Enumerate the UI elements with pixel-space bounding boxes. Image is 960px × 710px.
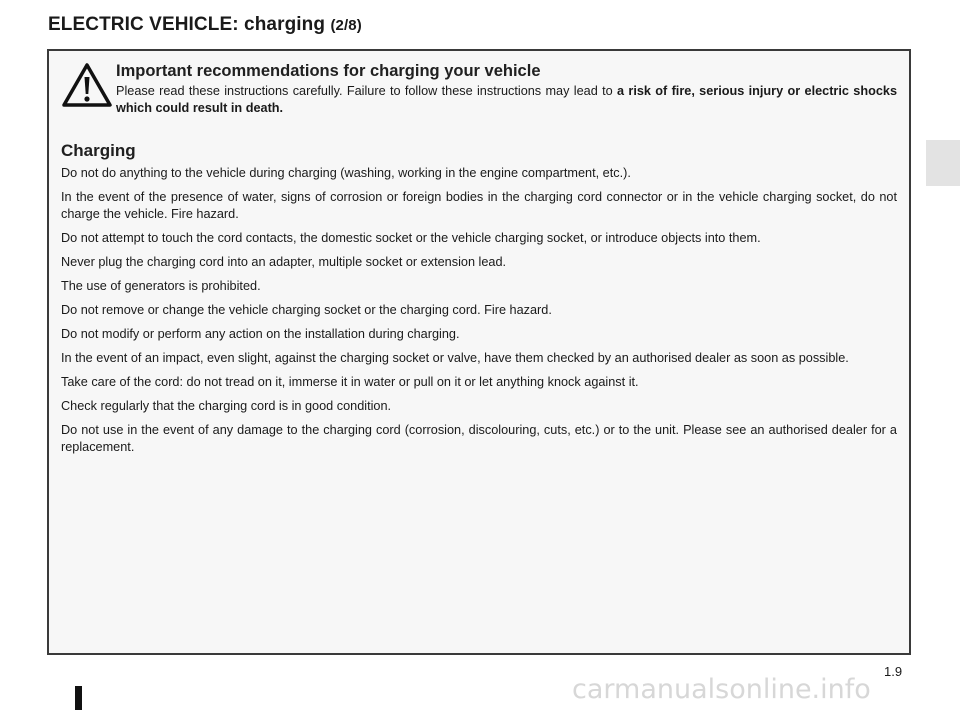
- page-title-text: ELECTRIC VEHICLE: charging: [48, 14, 326, 35]
- page-indicator: (2/8): [330, 17, 362, 34]
- section-heading-charging: Charging: [61, 141, 136, 160]
- paragraph: Do not use in the event of any damage to the charging cord (corrosion, discolouring, cuts, etc.) or to the unit. Please see an authorised dealer for a replacement.: [61, 423, 897, 454]
- paragraph: Do not attempt to touch the cord contacts, the domestic socket or the vehicle charging socket, or introduce objects into them.: [61, 231, 761, 245]
- warning-intro: [116, 83, 897, 117]
- page-title: [48, 14, 362, 36]
- paragraph: Take care of the cord: do not tread on it, immerse it in water or pull on it or let anything knock against it.: [61, 375, 639, 389]
- paragraph-list: [61, 165, 897, 463]
- paragraph: Do not remove or change the vehicle charging socket or the charging cord. Fire hazard.: [61, 303, 552, 317]
- warning-intro-bold: a risk of fire, serious injury or electric shocks which could result in death.: [116, 84, 897, 115]
- paragraph: Do not modify or perform any action on the installation during charging.: [61, 327, 460, 341]
- warning-heading: Important recommendations for charging your vehicle: [116, 62, 541, 80]
- watermark: carmanualsonline.info: [572, 674, 871, 705]
- warning-intro-text: Please read these instructions carefully. Failure to follow these instructions may lead to: [116, 84, 613, 98]
- paragraph: Do not do anything to the vehicle during charging (washing, working in the engine compartment, etc.).: [61, 166, 631, 180]
- paragraph: Check regularly that the charging cord is in good condition.: [61, 399, 392, 413]
- paragraph: Never plug the charging cord into an adapter, multiple socket or extension lead.: [61, 255, 507, 269]
- page-number: 1.9: [884, 664, 903, 679]
- warning-triangle-icon: [61, 62, 113, 108]
- paragraph: The use of generators is prohibited.: [61, 279, 261, 293]
- section-side-tab: [926, 140, 960, 186]
- paragraph: In the event of the presence of water, signs of corrosion or foreign bodies in the charging cord connector or in the vehicle charging socket, do not charge the vehicle. Fire hazard.: [61, 190, 897, 221]
- corner-mark: [75, 686, 82, 710]
- paragraph: In the event of an impact, even slight, against the charging socket or valve, have them checked by an authorised dealer as soon as possible.: [61, 351, 849, 365]
- warning-box: [47, 49, 911, 655]
